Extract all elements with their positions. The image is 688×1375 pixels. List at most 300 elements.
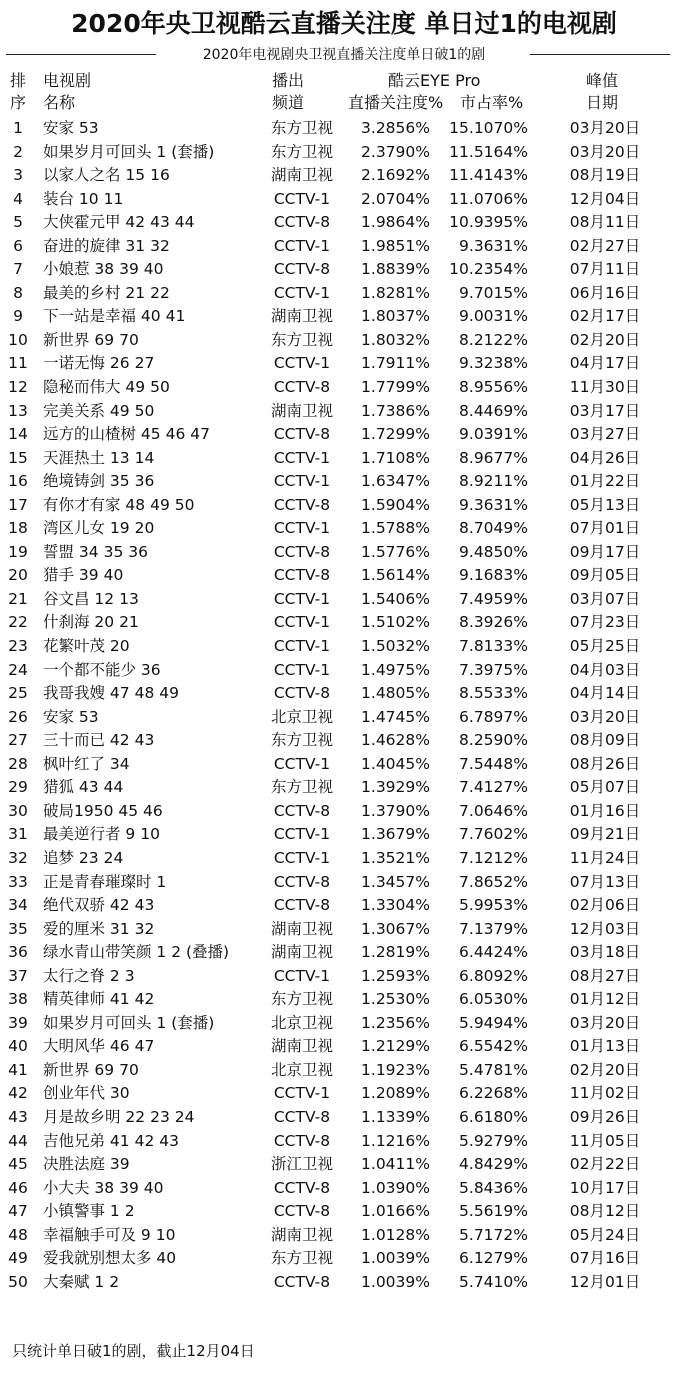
peak-date-cell: 09月21日 — [569, 825, 641, 844]
peak-date-cell: 07月01日 — [569, 519, 641, 538]
channel-cell: CCTV-1 — [273, 189, 331, 208]
header-rank-1: 排 — [10, 71, 27, 90]
drama-name-cell: 什刹海 20 21 — [43, 613, 139, 632]
channel-cell: CCTV-1 — [273, 660, 331, 679]
rank-cell: 1 — [13, 119, 23, 137]
drama-name-cell: 爱的厘米 31 32 — [43, 919, 155, 938]
channel-cell: 湖南卫视 — [270, 401, 333, 420]
table-row — [0, 305, 688, 329]
rank-cell: 26 — [8, 707, 28, 726]
peak-date-cell: 04月26日 — [569, 448, 641, 467]
header-channel-2: 频道 — [272, 93, 305, 112]
channel-cell: CCTV-1 — [273, 848, 331, 867]
attention-cell: 1.1339% — [361, 1107, 430, 1126]
market-share-cell: 6.0530% — [459, 990, 528, 1009]
ranking-table — [0, 117, 688, 1294]
table-row — [0, 1012, 688, 1036]
table-header — [0, 70, 688, 114]
market-share-cell: 6.8092% — [459, 966, 528, 985]
rank-cell: 39 — [8, 1013, 28, 1032]
drama-name-cell: 猎狐 43 44 — [43, 778, 124, 797]
market-share-cell: 9.1683% — [459, 566, 528, 585]
peak-date-cell: 02月27日 — [569, 236, 641, 255]
channel-cell: 北京卫视 — [270, 707, 333, 726]
channel-cell: 湖南卫视 — [270, 307, 333, 326]
table-row — [0, 1177, 688, 1201]
table-row — [0, 894, 688, 918]
market-share-cell: 8.5533% — [459, 684, 528, 703]
table-row — [0, 423, 688, 447]
rank-cell: 30 — [8, 801, 28, 820]
channel-cell: CCTV-1 — [273, 825, 331, 844]
attention-cell: 1.7799% — [361, 378, 430, 397]
table-row — [0, 564, 688, 588]
drama-name-cell: 天涯热土 13 14 — [43, 448, 155, 467]
channel-cell: 湖南卫视 — [270, 919, 333, 938]
table-row — [0, 918, 688, 942]
channel-cell: CCTV-1 — [273, 354, 331, 373]
rank-cell: 34 — [8, 896, 28, 915]
drama-name-cell: 花繁叶茂 20 — [43, 637, 130, 656]
channel-cell: CCTV-8 — [273, 896, 331, 915]
table-row — [0, 117, 688, 141]
peak-date-cell: 12月01日 — [569, 1272, 641, 1291]
table-row — [0, 329, 688, 353]
attention-cell: 1.3304% — [361, 896, 430, 915]
rank-cell: 15 — [8, 448, 28, 467]
attention-cell: 1.5406% — [361, 589, 430, 608]
table-row — [0, 1153, 688, 1177]
attention-cell: 1.1923% — [361, 1060, 430, 1079]
market-share-cell: 8.2122% — [459, 330, 528, 349]
rank-cell: 44 — [8, 1131, 28, 1150]
table-row — [0, 494, 688, 518]
rank-cell: 36 — [8, 943, 28, 962]
rank-cell: 13 — [8, 401, 28, 420]
channel-cell: CCTV-8 — [273, 425, 331, 444]
attention-cell: 1.5788% — [361, 519, 430, 538]
drama-name-cell: 太行之脊 2 3 — [43, 966, 135, 985]
attention-cell: 1.4805% — [361, 684, 430, 703]
rank-cell: 38 — [8, 990, 28, 1009]
rank-cell: 46 — [8, 1178, 28, 1197]
channel-cell: CCTV-8 — [273, 872, 331, 891]
subtitle-bar — [6, 44, 670, 64]
market-share-cell: 7.4959% — [459, 589, 528, 608]
rank-cell: 32 — [8, 848, 28, 867]
drama-name-cell: 三十而已 42 43 — [43, 731, 155, 750]
peak-date-cell: 09月05日 — [569, 566, 641, 585]
channel-cell: CCTV-8 — [273, 1107, 331, 1126]
header-channel-1: 播出 — [272, 71, 305, 90]
rank-cell: 31 — [8, 825, 28, 844]
attention-cell: 1.3790% — [361, 801, 430, 820]
market-share-cell: 9.0031% — [459, 307, 528, 326]
rank-cell: 21 — [8, 589, 28, 608]
market-share-cell: 8.9211% — [459, 472, 528, 491]
market-share-cell: 5.9279% — [459, 1131, 528, 1150]
drama-name-cell: 安家 53 — [43, 119, 99, 137]
attention-cell: 1.7386% — [361, 401, 430, 420]
channel-cell: 湖南卫视 — [270, 1225, 333, 1244]
peak-date-cell: 12月03日 — [569, 919, 641, 938]
peak-date-cell: 05月25日 — [569, 637, 641, 656]
rank-cell: 9 — [13, 307, 23, 326]
rank-cell: 22 — [8, 613, 28, 632]
rank-cell: 50 — [8, 1272, 28, 1291]
market-share-cell: 7.1212% — [459, 848, 528, 867]
drama-name-cell: 创业年代 30 — [43, 1084, 130, 1103]
peak-date-cell: 03月17日 — [569, 401, 641, 420]
table-row — [0, 447, 688, 471]
table-row — [0, 706, 688, 730]
attention-cell: 1.0166% — [361, 1202, 430, 1221]
table-row — [0, 776, 688, 800]
market-share-cell: 10.9395% — [449, 213, 528, 232]
channel-cell: CCTV-1 — [273, 754, 331, 773]
channel-cell: 东方卫视 — [270, 990, 333, 1009]
market-share-cell: 9.7015% — [459, 283, 528, 302]
drama-name-cell: 新世界 69 70 — [43, 330, 139, 349]
channel-cell: CCTV-8 — [273, 1131, 331, 1150]
drama-name-cell: 正是青春璀璨时 1 — [43, 872, 167, 891]
market-share-cell: 7.5448% — [459, 754, 528, 773]
attention-cell: 1.3679% — [361, 825, 430, 844]
channel-cell: 湖南卫视 — [270, 943, 333, 962]
attention-cell: 1.8032% — [361, 330, 430, 349]
drama-name-cell: 湾区儿女 19 20 — [43, 519, 155, 538]
peak-date-cell: 02月20日 — [569, 1060, 641, 1079]
drama-name-cell: 小娘惹 38 39 40 — [43, 260, 164, 279]
drama-name-cell: 大秦赋 1 2 — [43, 1272, 120, 1291]
market-share-cell: 6.6180% — [459, 1107, 528, 1126]
table-row — [0, 1200, 688, 1224]
drama-name-cell: 一个都不能少 36 — [43, 660, 161, 679]
channel-cell: CCTV-8 — [273, 1272, 331, 1291]
channel-cell: CCTV-8 — [273, 801, 331, 820]
market-share-cell: 5.4781% — [459, 1060, 528, 1079]
channel-cell: CCTV-8 — [273, 378, 331, 397]
drama-name-cell: 决胜法庭 39 — [43, 1155, 130, 1174]
table-row — [0, 588, 688, 612]
channel-cell: CCTV-8 — [273, 213, 331, 232]
rank-cell: 24 — [8, 660, 28, 679]
page-title: 2020年央卫视酷云直播关注度 单日过1的电视剧 — [71, 9, 617, 38]
drama-name-cell: 誓盟 34 35 36 — [43, 542, 148, 561]
rank-cell: 6 — [13, 236, 23, 255]
rank-cell: 17 — [8, 495, 28, 514]
table-row — [0, 400, 688, 424]
rank-cell: 5 — [13, 213, 23, 232]
drama-name-cell: 完美关系 49 50 — [43, 401, 155, 420]
channel-cell: 东方卫视 — [270, 119, 333, 137]
attention-cell: 1.5102% — [361, 613, 430, 632]
drama-name-cell: 枫叶红了 34 — [43, 754, 130, 773]
market-share-cell: 9.3631% — [459, 236, 528, 255]
drama-name-cell: 猎手 39 40 — [43, 566, 124, 585]
attention-cell: 1.3457% — [361, 872, 430, 891]
channel-cell: CCTV-1 — [273, 448, 331, 467]
rank-cell: 7 — [13, 260, 23, 279]
market-share-cell: 5.7172% — [459, 1225, 528, 1244]
drama-name-cell: 大侠霍元甲 42 43 44 — [43, 213, 195, 232]
rank-cell: 29 — [8, 778, 28, 797]
attention-cell: 1.0128% — [361, 1225, 430, 1244]
rank-cell: 3 — [13, 166, 23, 185]
rank-cell: 47 — [8, 1202, 28, 1221]
header-market: 市占率% — [460, 93, 524, 112]
rank-cell: 12 — [8, 378, 28, 397]
drama-name-cell: 绿水青山带笑颜 1 2 (叠播) — [43, 943, 230, 962]
attention-cell: 1.8839% — [361, 260, 430, 279]
rank-cell: 20 — [8, 566, 28, 585]
channel-cell: CCTV-8 — [273, 566, 331, 585]
market-share-cell: 10.2354% — [449, 260, 528, 279]
peak-date-cell: 07月23日 — [569, 613, 641, 632]
footnote: 只统计单日破1的剧，截止12月04日 — [12, 1342, 255, 1360]
drama-name-cell: 最美的乡村 21 22 — [43, 283, 170, 302]
table-row — [0, 1106, 688, 1130]
header-rank-2: 序 — [10, 93, 27, 112]
table-row — [0, 753, 688, 777]
rank-cell: 35 — [8, 919, 28, 938]
rank-cell: 33 — [8, 872, 28, 891]
attention-cell: 1.6347% — [361, 472, 430, 491]
table-row — [0, 823, 688, 847]
table-row — [0, 541, 688, 565]
channel-cell: 东方卫视 — [270, 731, 333, 750]
channel-cell: 东方卫视 — [270, 330, 333, 349]
attention-cell: 1.3521% — [361, 848, 430, 867]
drama-name-cell: 有你才有家 48 49 50 — [43, 495, 195, 514]
channel-cell: 北京卫视 — [270, 1060, 333, 1079]
attention-cell: 1.1216% — [361, 1131, 430, 1150]
peak-date-cell: 07月11日 — [569, 260, 641, 279]
rank-cell: 8 — [13, 283, 23, 302]
rank-cell: 40 — [8, 1037, 28, 1056]
peak-date-cell: 02月22日 — [569, 1155, 641, 1174]
attention-cell: 1.4975% — [361, 660, 430, 679]
rank-cell: 10 — [8, 330, 28, 349]
rank-cell: 43 — [8, 1107, 28, 1126]
drama-name-cell: 安家 53 — [43, 707, 99, 726]
peak-date-cell: 01月22日 — [569, 472, 641, 491]
table-row — [0, 470, 688, 494]
market-share-cell: 7.0646% — [459, 801, 528, 820]
market-share-cell: 9.3238% — [459, 354, 528, 373]
table-row — [0, 800, 688, 824]
peak-date-cell: 01月12日 — [569, 990, 641, 1009]
attention-cell: 1.0039% — [361, 1272, 430, 1291]
rank-cell: 23 — [8, 637, 28, 656]
attention-cell: 1.3929% — [361, 778, 430, 797]
table-row — [0, 988, 688, 1012]
table-row — [0, 659, 688, 683]
market-share-cell: 6.5542% — [459, 1037, 528, 1056]
market-share-cell: 7.4127% — [459, 778, 528, 797]
peak-date-cell: 11月02日 — [569, 1084, 641, 1103]
channel-cell: CCTV-1 — [273, 613, 331, 632]
market-share-cell: 11.5164% — [449, 142, 528, 161]
rank-cell: 14 — [8, 425, 28, 444]
attention-cell: 1.2089% — [361, 1084, 430, 1103]
drama-name-cell: 新世界 69 70 — [43, 1060, 139, 1079]
attention-cell: 1.7108% — [361, 448, 430, 467]
attention-cell: 1.4628% — [361, 731, 430, 750]
market-share-cell: 7.8652% — [459, 872, 528, 891]
drama-name-cell: 最美逆行者 9 10 — [43, 825, 160, 844]
table-row — [0, 1247, 688, 1271]
peak-date-cell: 02月06日 — [569, 896, 641, 915]
market-share-cell: 8.9677% — [459, 448, 528, 467]
market-share-cell: 7.1379% — [459, 919, 528, 938]
drama-name-cell: 以家人之名 15 16 — [43, 166, 170, 185]
channel-cell: 东方卫视 — [270, 1249, 333, 1268]
market-share-cell: 6.1279% — [459, 1249, 528, 1268]
attention-cell: 1.2356% — [361, 1013, 430, 1032]
peak-date-cell: 01月16日 — [569, 801, 641, 820]
market-share-cell: 7.8133% — [459, 637, 528, 656]
peak-date-cell: 03月20日 — [569, 1013, 641, 1032]
rank-cell: 19 — [8, 542, 28, 561]
table-row — [0, 1224, 688, 1248]
channel-cell: CCTV-1 — [273, 966, 331, 985]
market-share-cell: 8.4469% — [459, 401, 528, 420]
rank-cell: 37 — [8, 966, 28, 985]
peak-date-cell: 07月13日 — [569, 872, 641, 891]
rank-cell: 27 — [8, 731, 28, 750]
peak-date-cell: 04月03日 — [569, 660, 641, 679]
table-row — [0, 941, 688, 965]
attention-cell: 1.0411% — [361, 1155, 430, 1174]
table-row — [0, 611, 688, 635]
attention-cell: 1.5614% — [361, 566, 430, 585]
rank-cell: 11 — [8, 354, 28, 373]
table-row — [0, 258, 688, 282]
peak-date-cell: 03月20日 — [569, 142, 641, 161]
market-share-cell: 6.2268% — [459, 1084, 528, 1103]
peak-date-cell: 04月17日 — [569, 354, 641, 373]
drama-name-cell: 绝代双骄 42 43 — [43, 896, 155, 915]
table-row — [0, 1059, 688, 1083]
market-share-cell: 5.8436% — [459, 1178, 528, 1197]
attention-cell: 1.2819% — [361, 943, 430, 962]
peak-date-cell: 02月20日 — [569, 330, 641, 349]
market-share-cell: 7.3975% — [459, 660, 528, 679]
table-row — [0, 729, 688, 753]
attention-cell: 1.9851% — [361, 236, 430, 255]
rank-cell: 16 — [8, 472, 28, 491]
rank-cell: 2 — [13, 142, 23, 161]
market-share-cell: 4.8429% — [459, 1155, 528, 1174]
market-share-cell: 8.2590% — [459, 731, 528, 750]
header-name-1: 电视剧 — [43, 71, 92, 90]
header-attention: 直播关注度% — [348, 93, 444, 112]
subtitle-rule-right — [530, 54, 670, 55]
table-row — [0, 1082, 688, 1106]
drama-name-cell: 吉他兄弟 41 42 43 — [43, 1131, 179, 1150]
rank-cell: 45 — [8, 1155, 28, 1174]
peak-date-cell: 09月17日 — [569, 542, 641, 561]
peak-date-cell: 11月05日 — [569, 1131, 641, 1150]
drama-name-cell: 幸福触手可及 9 10 — [43, 1225, 176, 1244]
peak-date-cell: 07月16日 — [569, 1249, 641, 1268]
market-share-cell: 11.0706% — [449, 189, 528, 208]
attention-cell: 1.4045% — [361, 754, 430, 773]
attention-cell: 3.2856% — [361, 119, 430, 137]
channel-cell: CCTV-1 — [273, 589, 331, 608]
table-row — [0, 965, 688, 989]
market-share-cell: 8.3926% — [459, 613, 528, 632]
peak-date-cell: 08月09日 — [569, 731, 641, 750]
channel-cell: 浙江卫视 — [270, 1155, 333, 1174]
peak-date-cell: 12月04日 — [569, 189, 641, 208]
peak-date-cell: 02月17日 — [569, 307, 641, 326]
table-row — [0, 682, 688, 706]
market-share-cell: 9.4850% — [459, 542, 528, 561]
rank-cell: 18 — [8, 519, 28, 538]
table-row — [0, 141, 688, 165]
table-row — [0, 376, 688, 400]
peak-date-cell: 03月20日 — [569, 707, 641, 726]
attention-cell: 1.2530% — [361, 990, 430, 1009]
channel-cell: CCTV-8 — [273, 495, 331, 514]
table-row — [0, 871, 688, 895]
peak-date-cell: 08月11日 — [569, 213, 641, 232]
drama-name-cell: 如果岁月可回头 1 (套播) — [43, 1013, 215, 1032]
drama-name-cell: 小镇警事 1 2 — [43, 1202, 135, 1221]
attention-cell: 1.4745% — [361, 707, 430, 726]
channel-cell: 湖南卫视 — [270, 166, 333, 185]
table-row — [0, 1035, 688, 1059]
header-source: 酷云EYE Pro — [388, 71, 481, 90]
table-row — [0, 164, 688, 188]
table-row — [0, 282, 688, 306]
attention-cell: 1.7299% — [361, 425, 430, 444]
attention-cell: 2.0704% — [361, 189, 430, 208]
drama-name-cell: 下一站是幸福 40 41 — [43, 307, 186, 326]
table-row — [0, 352, 688, 376]
drama-name-cell: 远方的山楂树 45 46 47 — [43, 425, 210, 444]
table-row — [0, 1271, 688, 1295]
table-row — [0, 517, 688, 541]
channel-cell: CCTV-8 — [273, 684, 331, 703]
peak-date-cell: 05月24日 — [569, 1225, 641, 1244]
drama-name-cell: 我哥我嫂 47 48 49 — [43, 684, 179, 703]
peak-date-cell: 03月27日 — [569, 425, 641, 444]
rank-cell: 4 — [13, 189, 23, 208]
rank-cell: 41 — [8, 1060, 28, 1079]
channel-cell: CCTV-8 — [273, 542, 331, 561]
table-row — [0, 188, 688, 212]
market-share-cell: 5.9494% — [459, 1013, 528, 1032]
header-name-2: 名称 — [43, 93, 76, 112]
peak-date-cell: 03月07日 — [569, 589, 641, 608]
market-share-cell: 5.7410% — [459, 1272, 528, 1291]
channel-cell: CCTV-1 — [273, 1084, 331, 1103]
rank-cell: 25 — [8, 684, 28, 703]
subtitle-rule-left — [6, 54, 156, 55]
drama-name-cell: 一诺无悔 26 27 — [43, 354, 155, 373]
peak-date-cell: 03月20日 — [569, 119, 641, 137]
peak-date-cell: 08月27日 — [569, 966, 641, 985]
drama-name-cell: 月是故乡明 22 23 24 — [43, 1107, 195, 1126]
channel-cell: 北京卫视 — [270, 1013, 333, 1032]
peak-date-cell: 09月26日 — [569, 1107, 641, 1126]
market-share-cell: 9.3631% — [459, 495, 528, 514]
header-peak-1: 峰值 — [586, 71, 619, 90]
table-row — [0, 635, 688, 659]
